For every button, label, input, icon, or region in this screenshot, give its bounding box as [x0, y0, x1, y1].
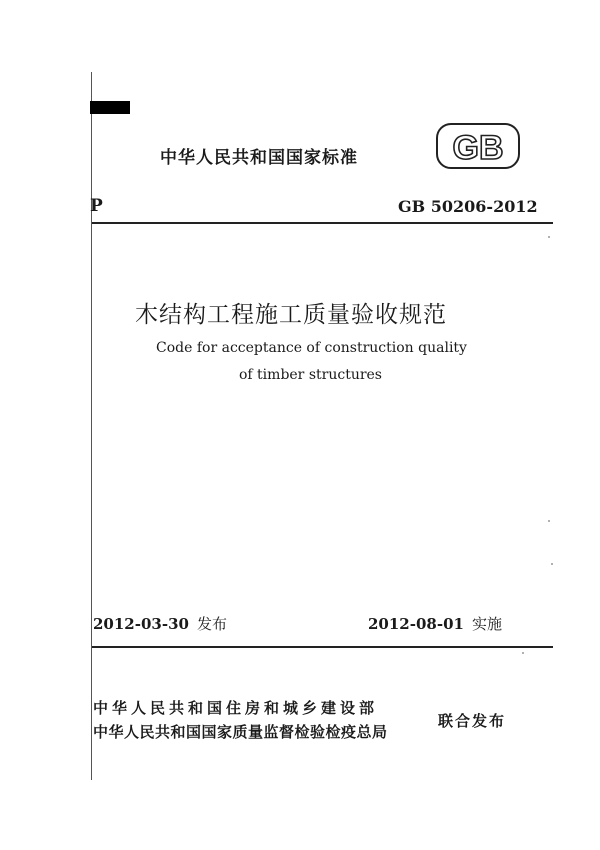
issue-label: 发布	[196, 615, 227, 633]
category-letter: P	[90, 196, 103, 216]
implement-date: 2012-08-01	[368, 615, 464, 633]
issue-date-line	[93, 613, 227, 634]
issuer-dept-1: 中华人民共和国住房和城乡建设部	[93, 699, 379, 717]
issue-date: 2012-03-30	[93, 615, 189, 633]
scan-speck	[551, 563, 553, 565]
implement-date-line	[368, 613, 502, 634]
scan-speck	[548, 520, 550, 522]
issuer-dept-2: 中华人民共和国国家质量监督检验检疫总局	[93, 723, 388, 741]
title-chinese: 木结构工程施工质量验收规范	[135, 302, 447, 328]
title-english-line2: of timber structures	[239, 367, 382, 383]
footer-divider	[92, 646, 553, 648]
joint-issue-label: 联合发布	[438, 712, 507, 730]
scan-speck	[548, 236, 550, 238]
standard-number: GB 50206-2012	[398, 197, 538, 216]
scan-speck	[522, 652, 524, 654]
implement-label: 实施	[471, 615, 502, 633]
gb-logo-icon	[434, 121, 522, 171]
title-english-line1: Code for acceptance of construction quality	[156, 340, 467, 356]
standard-type-heading: 中华人民共和国国家标准	[160, 148, 358, 168]
svg-text:GB: GB	[452, 129, 504, 167]
redaction-bar	[90, 101, 130, 114]
header-divider	[92, 222, 553, 224]
left-border-line	[91, 72, 92, 780]
